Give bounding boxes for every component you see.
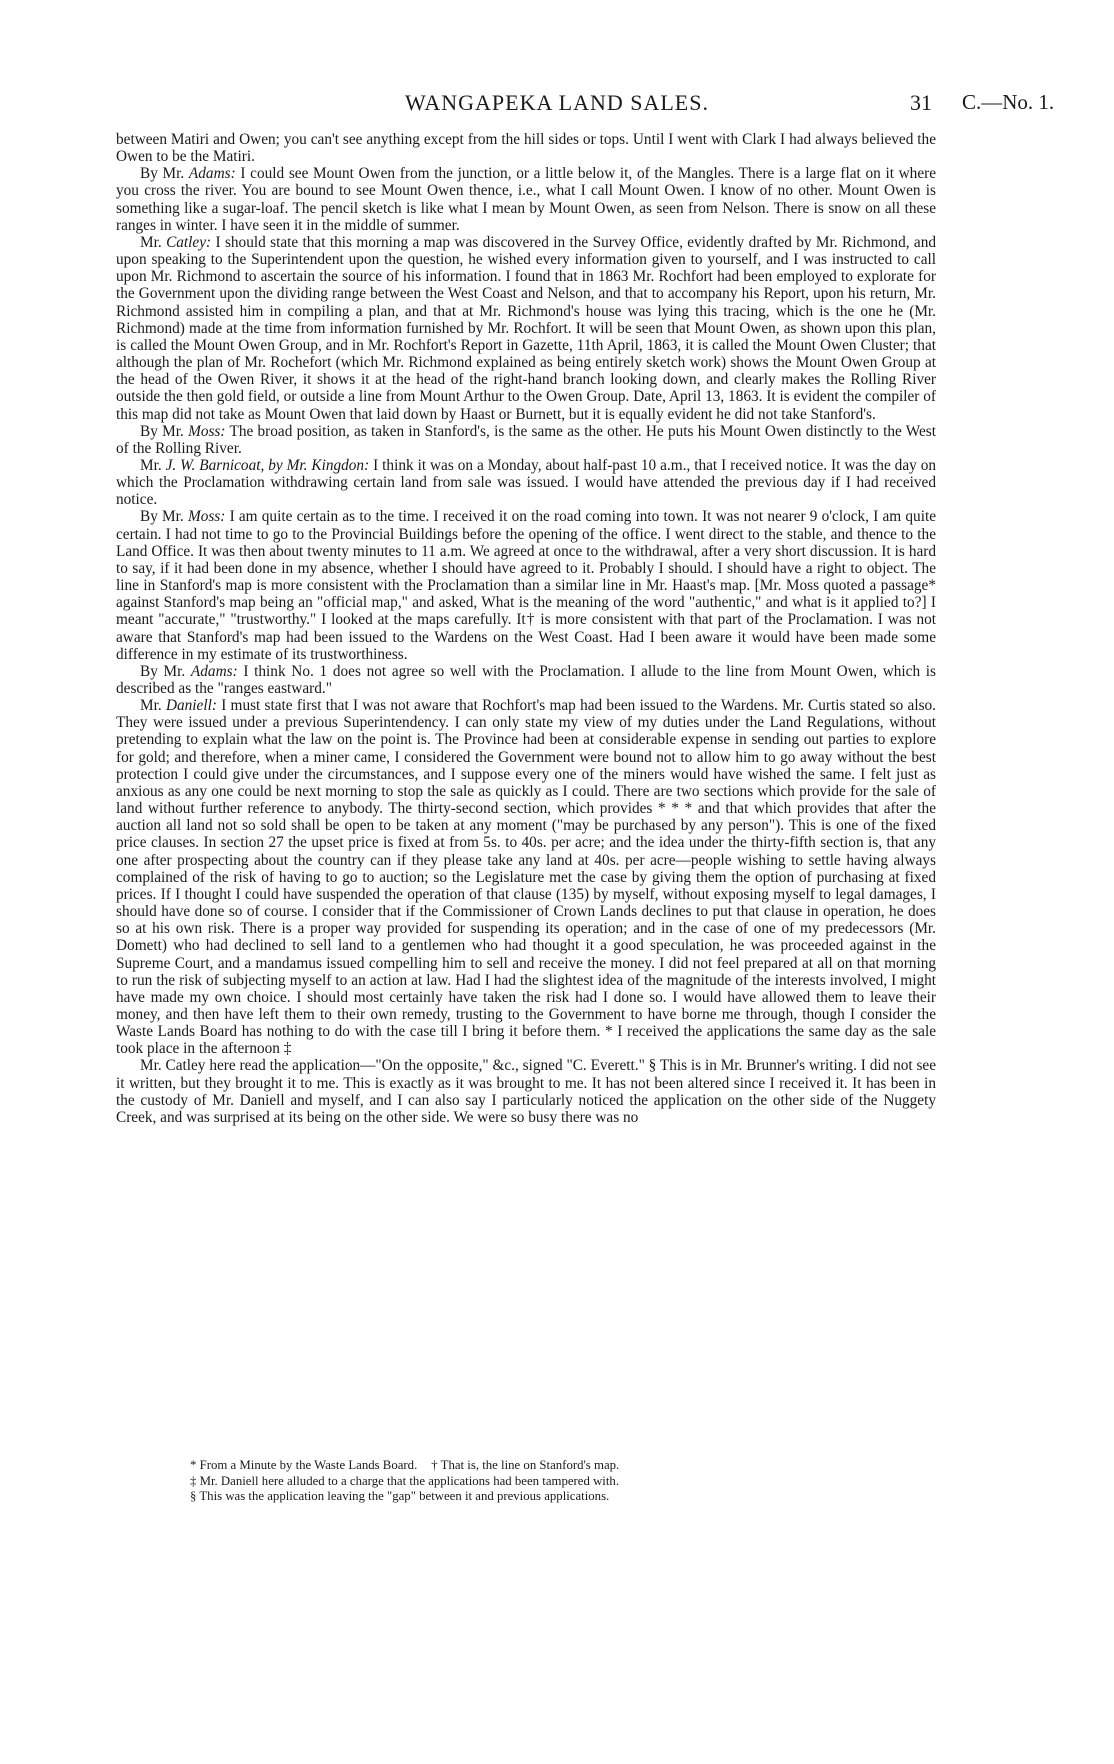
document-reference: C.—No. 1. [962,90,1055,114]
speaker-label: By Mr. Moss: [140,422,226,440]
paragraph-text: I could see Mount Owen from the junction, or a little below it, of the Mangles. There is a large flat on it where you cross the river. You are bound to see Mount Owen thence, i.e., what I call Mount Owen. I know of no other. Mount Owen is something like a sugar-loaf. The pencil sketch is like what I mean by Mount Owen, as seen from Nelson. There is snow on all these ranges in winter. I have seen it in the middle of summer. [116,165,937,234]
speaker-label: By Mr. Adams: [140,165,236,183]
paragraph-continuation [116,131,936,165]
paragraph-text: between Matiri and Owen; you can't see anything except from the hill sides or tops. Until I went with Clark I had always believed the Owen to be the Matiri. [116,131,936,166]
paragraph-text: The broad position, as taken in Stanford's, is the same as the other. He puts his Mount Owen distinctly to the West of the Rolling River. [116,422,936,457]
paragraph-moss-1 [116,423,936,457]
footnotes [190,1458,950,1505]
speaker-label: By Mr. Adams: [140,662,238,680]
page-number: 31 [910,90,932,115]
paragraph-text: here read the application—"On the opposite," &c., signed "C. Everett." § This is in Mr. Brunner's writing. I did not see it written, but they brought it to me. This is exactly as it was brought to me. It has not been altered since I received it. It has been in the custody of Mr. Daniell and myself, and I can also say I particularly noticed the application on the other side of the Nuggety Creek, and was surprised at its being on the other side. We were so busy there was no [116,1057,937,1126]
paragraph-daniell [116,697,936,1057]
paragraph-text: I am quite certain as to the time. I received it on the road coming into town. It was not nearer 9 o'clock, I am quite certain. I had not time to go to the Provincial Buildings before the opening of the office. I went direct to the stable, and thence to the Land Office. It was then about twenty minutes to 11 a.m. We agreed at once to the withdrawal, after a very short discussion. It is hard to say, if it had been done in my absence, whether I should have agreed to it. Probably I should. I should have a right to object. The line in Stanford's map is more consistent with the Proclamation than a similar line in Mr. Haast's map. [Mr. Moss quoted a passage* against Stanford's map being an "official map," and asked, What is the meaning of the word "authentic," and what is it applied to?] I meant "accurate," "trustworthy." I looked at the maps carefully. It† is more consistent with that part of the Proclamation. I was not aware that Stanford's map had been issued to the Wardens on the West Coast. Had I been aware it would have been made some difference in my estimate of its trustworthiness. [116,508,936,663]
footnote-double-dagger: ‡ Mr. Daniell here alluded to a charge that the applications had been tampered with. [190,1473,620,1488]
paragraph-adams-1 [116,165,936,234]
speaker-label: Mr. Catley: [140,233,212,251]
paragraph-text: I think No. 1 does not agree so well with the Proclamation. I allude to the line from Mount Owen, which is described as the "ranges eastward." [116,662,937,697]
testimony-body [116,131,936,1126]
footnote-section: § This was the application leaving the "gap" between it and previous applications. [190,1489,610,1503]
page-title: WANGAPEKA LAND SALES. [405,90,709,115]
speaker-label: Mr. J. W. Barnicoat, by Mr. Kingdon: [140,456,370,474]
speaker-label: Mr. Catley [140,1057,206,1075]
paragraph-barnicoat [116,457,936,508]
paragraph-text: I must state first that I was not aware that Rochfort's map had been issued to the Wardens. Mr. Curtis stated so also. They were issued under a previous Superintendency. I can only state my view of my duties under the Land Regulations, without pretending to explain what the law on the point is. The Province had been at considerable expense in sending out parties to explore for gold; and therefore, when a miner came, I considered the Government were bound not to allow him to go away without the best protection I could give under the circumstances, and I suppose every one of the miners would have wished the same. I felt just as anxious as any one could be next morning to stop the sale as quickly as I could. There are two sections which provide for the sale of land without further reference to anybody. The thirty-second section, which provides * * * and that which provides that after the auction all land not so sold shall be open to be taken at any moment ("may be purchased by any person"). This is one of the fixed price clauses. In section 27 the upset price is fixed at from 5s. to 40s. per acre; and the idea under the thirty-fifth section is, that any one after prospecting about the country can if they please take any land at 40s. per acre—people wishing to settle having always complained of the risk of having to go to auction; so the Legislature met the case by giving them the option of purchasing at fixed prices. If I thought I could have suspended the operation of that clause (135) by myself, without exposing myself to legal damages, I should have done so of course. I consider that if the Commissioner of Crown Lands declines to put that clause in operation, he does so at his own risk. There is a proper way provided for suspending its operation; and in the case of one of my predecessors (Mr. Domett) who had declined to sell land to a gentlemen who had thought it a good speculation, he was proceeded against in the Supreme Court, and a mandamus issued compelling him to sell and receive the money. I did not feel prepared at all on that morning to run the risk of subjecting myself to an action at law. Had I had the slightest idea of the magnitude of the interests involved, I might have made my own choice. I should most certainly have taken the risk had I done so. I would have allowed them to leave their money, and then have left them to their own remedy, trusting to the Government to have borne me through, though I consider the Waste Lands Board has nothing to do with the case till I bring it before them. * I received the applications the same day as the sale took place in the afternoon ‡ [116,697,936,1058]
footnote-asterisk: * From a Minute by the Waste Lands Board. [190,1458,418,1472]
footnote-line [190,1458,950,1474]
paragraph-text: I think it was on a Monday, about half-past 10 a.m., that I received notice. It was the day on which the Proclamation withdrawing certain land from sale was issued. I would have attended the previous day if I had received notice. [116,456,937,509]
paragraph-adams-2 [116,663,936,697]
paragraph-moss-2 [116,508,936,662]
paragraph-catley-2 [116,1057,936,1126]
speaker-label: Mr. Daniell: [140,697,217,715]
page-header [0,88,1114,122]
footnote-dagger: † That is, the line on Stanford's map. [431,1458,620,1472]
speaker-label: By Mr. Moss: [140,508,226,526]
paragraph-catley-1 [116,234,936,423]
paragraph-text: I should state that this morning a map was discovered in the Survey Office, evidently drafted by Mr. Richmond, and upon speaking to the Superintendent upon the question, he wished every information given to yourself, and I was instructed to call upon Mr. Richmond to ascertain the source of his information. I found that in 1863 Mr. Rochfort had been employed to explorate for the Government upon the dividing range between the West Coast and Nelson, and that to accompany his Report, upon his return, Mr. Richmond assisted him in compiling a plan, and that at Mr. Richmond's house was lying this tracing, which is the one he (Mr. Richmond) made at the time from information furnished by Mr. Rochfort. It will be seen that Mount Owen, as shown upon this plan, is called the Mount Owen Group, and in Mr. Rochfort's Report in Gazette, 11th April, 1863, it is called the Mount Owen Cluster; that although the plan of Mr. Rochefort (which Mr. Richmond explained as being entirely sketch work) shows the Mount Owen Group at the head of the Owen River, it shows it at the head of the right-hand branch looking down, and clearly makes the Rolling River outside the then gold field, or outside a line from Mount Arthur to the Owen Group. Date, April 13, 1863. It is evident the compiler of this map did not take as Mount Owen that laid down by Haast or Burnett, but it is equally evident he did not take Stanford's. [116,233,937,423]
